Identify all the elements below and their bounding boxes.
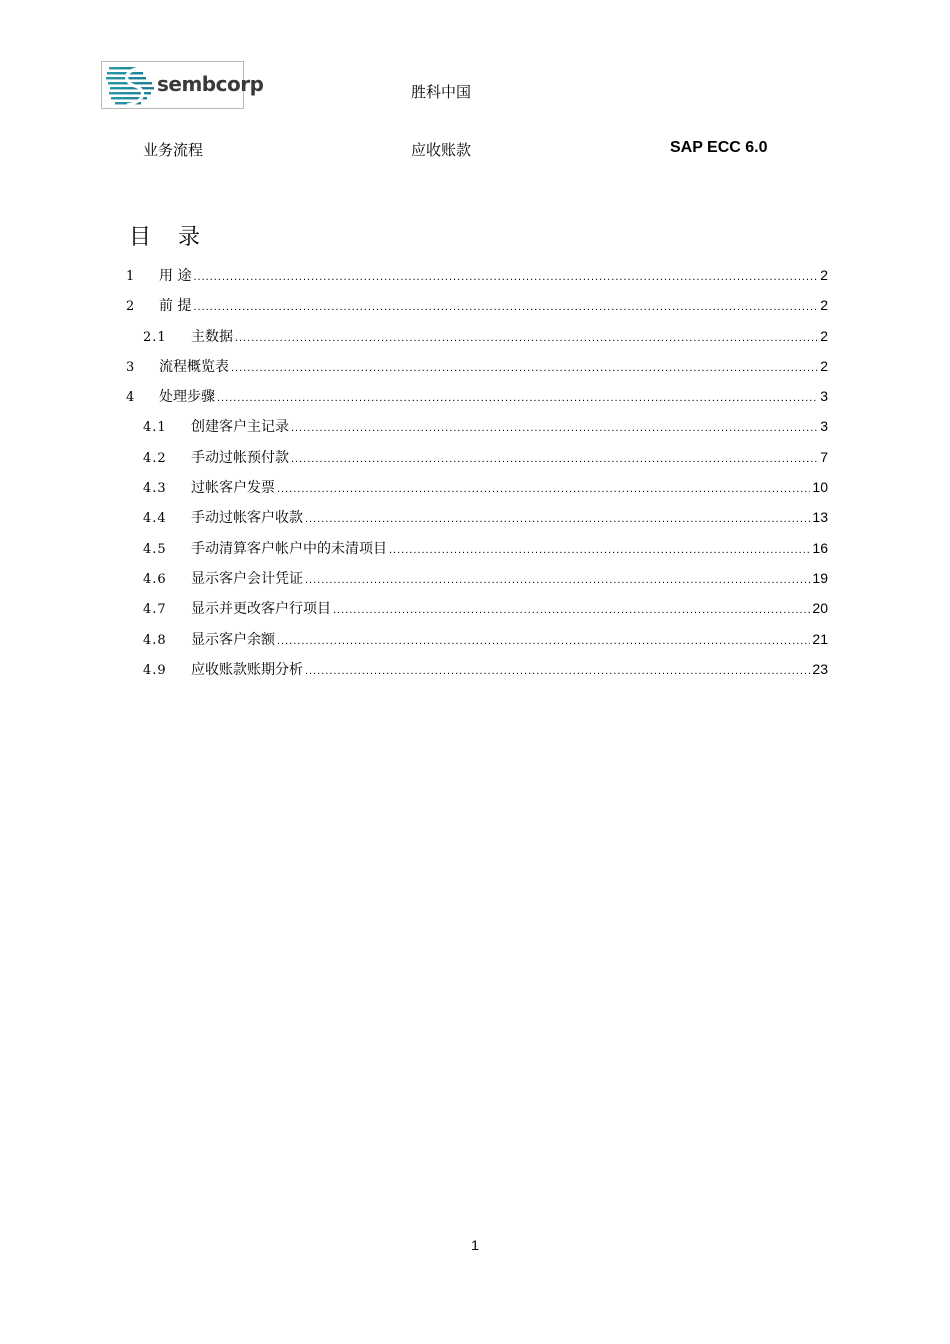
toc-entry[interactable] <box>126 659 828 689</box>
toc-entry-label: 用 途 <box>159 268 192 284</box>
toc-entry[interactable] <box>126 356 828 386</box>
toc-entry-number: 4.5 <box>143 541 167 557</box>
header-category: 业务流程 <box>143 141 204 159</box>
toc-leader-dots <box>193 271 818 283</box>
toc-entry-page: 13 <box>812 509 828 526</box>
toc-entry-label: 手动过帐预付款 <box>191 449 289 466</box>
toc-entry-page: 7 <box>820 448 828 465</box>
toc-leader-dots <box>235 332 818 344</box>
toc-entry-number: 4.7 <box>143 602 167 618</box>
toc-entry-label: 显示客户余额 <box>191 631 275 648</box>
toc-entry-page: 10 <box>812 479 828 496</box>
toc-entry-number: 4 <box>126 390 135 406</box>
toc-entry-page: 21 <box>812 630 828 647</box>
toc-entry-page: 20 <box>812 600 828 617</box>
header-system: SAP ECC 6.0 <box>670 139 768 156</box>
toc-entry-label: 主数据 <box>191 328 233 345</box>
company-name: 胜科中国 <box>411 83 472 101</box>
toc-leader-dots <box>231 362 818 374</box>
logo-wordmark: sembcorp <box>157 72 264 96</box>
toc-entry-number: 1 <box>126 269 135 284</box>
sembcorp-logo-icon <box>105 64 157 108</box>
toc-entry-page: 3 <box>820 388 828 405</box>
toc-leader-dots <box>277 483 810 495</box>
toc-leader-dots <box>291 453 818 465</box>
toc-entry-number: 4.1 <box>143 420 167 436</box>
header-module: 应收账款 <box>411 141 472 159</box>
toc-entry-number: 4.3 <box>143 481 167 497</box>
toc-entry[interactable] <box>126 598 828 628</box>
toc-entry-page: 2 <box>820 267 828 283</box>
toc-entry-page: 2 <box>820 297 828 314</box>
toc-entry[interactable] <box>126 265 828 295</box>
toc-leader-dots <box>333 604 810 616</box>
toc-entry-number: 4.8 <box>143 632 167 648</box>
toc-entry[interactable] <box>126 538 828 568</box>
toc-leader-dots <box>389 544 810 556</box>
toc-entry-number: 4.2 <box>143 450 167 466</box>
toc-entry-label: 创建客户主记录 <box>191 419 289 436</box>
toc-entry-label: 流程概览表 <box>159 358 229 375</box>
toc-entry-number: 2.1 <box>143 329 167 345</box>
toc-leader-dots <box>305 513 810 525</box>
toc-entry[interactable] <box>126 386 828 416</box>
toc-leader-dots <box>305 665 810 677</box>
toc-entry-page: 19 <box>812 569 828 586</box>
toc-entry-page: 16 <box>812 539 828 556</box>
toc-entry[interactable] <box>126 447 828 477</box>
toc-entry[interactable] <box>126 326 828 356</box>
toc-entry[interactable] <box>126 416 828 446</box>
toc-entry-number: 4.6 <box>143 571 167 587</box>
toc-entry[interactable] <box>126 507 828 537</box>
table-of-contents <box>126 265 828 689</box>
toc-entry-label: 前 提 <box>159 298 192 315</box>
toc-entry-number: 3 <box>126 359 135 375</box>
toc-entry-label: 手动清算客户帐户中的未清项目 <box>191 540 387 557</box>
toc-title: 目 录 <box>129 225 210 250</box>
toc-entry-page: 23 <box>812 660 828 677</box>
toc-entry-label: 应收账款账期分析 <box>191 661 303 678</box>
toc-entry[interactable] <box>126 629 828 659</box>
toc-entry-page: 2 <box>820 357 828 374</box>
toc-entry-number: 2 <box>126 299 135 315</box>
toc-entry-label: 处理步骤 <box>159 389 215 406</box>
toc-entry-label: 显示客户会计凭证 <box>191 570 303 587</box>
toc-leader-dots <box>193 301 818 313</box>
toc-entry-label: 过帐客户发票 <box>191 480 275 497</box>
toc-entry-label: 手动过帐客户收款 <box>191 510 303 527</box>
toc-entry-page: 3 <box>820 418 828 435</box>
toc-entry[interactable] <box>126 295 828 325</box>
toc-leader-dots <box>277 635 810 647</box>
toc-entry[interactable] <box>126 477 828 507</box>
page-number: 1 <box>471 1237 479 1253</box>
toc-leader-dots <box>217 392 818 404</box>
toc-entry-number: 4.9 <box>143 662 167 678</box>
toc-entry-page: 2 <box>820 327 828 344</box>
toc-leader-dots <box>291 422 818 434</box>
company-logo <box>101 61 264 109</box>
toc-entry-label: 显示并更改客户行项目 <box>191 601 331 618</box>
toc-entry[interactable] <box>126 568 828 598</box>
toc-entry-number: 4.4 <box>143 511 167 527</box>
toc-leader-dots <box>305 574 810 586</box>
